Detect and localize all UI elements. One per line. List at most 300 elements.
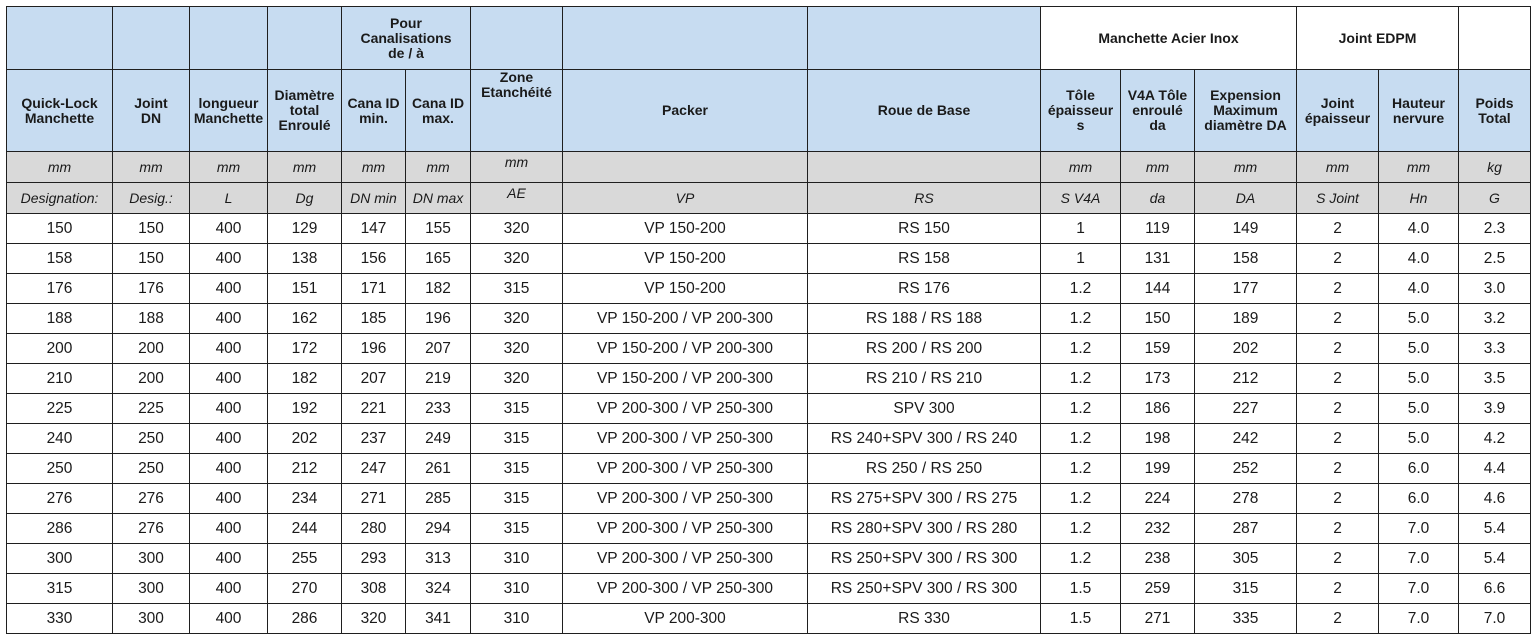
header-spacer	[190, 7, 268, 70]
table-cell: 176	[113, 274, 190, 304]
table-cell: 400	[190, 514, 268, 544]
table-cell: 129	[268, 214, 342, 244]
unit-cell: mm	[342, 152, 406, 183]
table-cell: 234	[268, 484, 342, 514]
table-cell: 250	[113, 454, 190, 484]
table-cell: 244	[268, 514, 342, 544]
table-cell: 6.0	[1379, 484, 1459, 514]
table-cell: RS 176	[808, 274, 1041, 304]
col-header-poids	[1459, 70, 1531, 152]
table-cell: 5.0	[1379, 394, 1459, 424]
table-cell: 7.0	[1379, 544, 1459, 574]
col-header-tole	[1041, 70, 1121, 152]
table-cell: 5.0	[1379, 304, 1459, 334]
table-cell: 310	[471, 574, 563, 604]
table-cell: 276	[113, 514, 190, 544]
col-header-hauteur	[1379, 70, 1459, 152]
table-cell: RS 240+SPV 300 / RS 240	[808, 424, 1041, 454]
table-cell: 171	[342, 274, 406, 304]
table-cell: 7.0	[1379, 604, 1459, 634]
table-row	[7, 604, 1531, 634]
table-cell: 2	[1297, 274, 1379, 304]
table-cell: VP 200-300 / VP 250-300	[563, 424, 808, 454]
table-cell: 150	[113, 214, 190, 244]
col-header-line: Enroulé	[278, 117, 331, 133]
table-body	[7, 7, 1531, 634]
table-cell: 315	[1195, 574, 1297, 604]
table-cell: 400	[190, 244, 268, 274]
col-header-cana-max	[406, 70, 471, 152]
table-cell: 310	[471, 604, 563, 634]
col-header-line: nervure	[1392, 109, 1445, 126]
table-cell: 2	[1297, 334, 1379, 364]
table-cell: 212	[1195, 364, 1297, 394]
symbol-cell: AE	[471, 183, 563, 214]
table-cell: 221	[342, 394, 406, 424]
table-cell: 7.0	[1379, 574, 1459, 604]
column-header-row	[7, 70, 1531, 152]
table-cell: 242	[1195, 424, 1297, 454]
symbol-cell: S V4A	[1041, 183, 1121, 214]
header-spacer	[808, 7, 1041, 70]
table-cell: 227	[1195, 394, 1297, 424]
table-cell: RS 250+SPV 300 / RS 300	[808, 544, 1041, 574]
col-header-line: Maximum	[1213, 102, 1278, 118]
table-cell: 202	[268, 424, 342, 454]
table-cell: 305	[1195, 544, 1297, 574]
unit-cell: mm	[1041, 152, 1121, 183]
group-pour-line-3: de / à	[388, 44, 424, 61]
table-cell: 300	[113, 574, 190, 604]
table-cell: 199	[1121, 454, 1195, 484]
table-cell: 1.2	[1041, 364, 1121, 394]
symbol-cell: S Joint	[1297, 183, 1379, 214]
symbol-cell: da	[1121, 183, 1195, 214]
symbol-cell: RS	[808, 183, 1041, 214]
table-cell: 400	[190, 274, 268, 304]
table-cell: 237	[342, 424, 406, 454]
table-cell: 320	[342, 604, 406, 634]
unit-cell: mm	[268, 152, 342, 183]
table-cell: 149	[1195, 214, 1297, 244]
table-cell: 176	[7, 274, 113, 304]
table-cell: 400	[190, 394, 268, 424]
table-row	[7, 214, 1531, 244]
table-cell: 3.2	[1459, 304, 1531, 334]
table-cell: 2	[1297, 304, 1379, 334]
group-manchette-acier: Manchette Acier Inox	[1041, 7, 1297, 70]
header-spacer	[7, 7, 113, 70]
col-header-zone	[471, 70, 563, 152]
table-cell: 7.0	[1379, 514, 1459, 544]
table-cell: 3.5	[1459, 364, 1531, 394]
table-cell: 1.2	[1041, 484, 1121, 514]
table-cell: 182	[406, 274, 471, 304]
table-row	[7, 304, 1531, 334]
table-cell: 270	[268, 574, 342, 604]
table-cell: 315	[471, 274, 563, 304]
table-cell: 5.0	[1379, 364, 1459, 394]
col-header-line: Quick-Lock	[21, 94, 98, 111]
col-header-line: Joint	[134, 94, 168, 111]
col-header-roue-de-base	[808, 70, 1041, 152]
table-cell: 188	[113, 304, 190, 334]
table-row	[7, 574, 1531, 604]
table-cell: 280	[342, 514, 406, 544]
header-spacer	[563, 7, 808, 70]
header-spacer	[1459, 7, 1531, 70]
col-header-line: DN	[140, 109, 162, 126]
col-header-longueur	[190, 70, 268, 152]
col-header-line: Expension	[1210, 87, 1281, 103]
symbol-cell: DA	[1195, 183, 1297, 214]
col-header-line: s	[1076, 117, 1085, 133]
table-cell: VP 200-300 / VP 250-300	[563, 454, 808, 484]
units-row	[7, 152, 1531, 183]
table-cell: 2	[1297, 484, 1379, 514]
table-cell: VP 150-200 / VP 200-300	[563, 364, 808, 394]
col-header-line: max.	[422, 109, 454, 126]
table-cell: 233	[406, 394, 471, 424]
symbols-row	[7, 183, 1531, 214]
table-cell: 5.4	[1459, 514, 1531, 544]
table-cell: 138	[268, 244, 342, 274]
table-cell: VP 200-300 / VP 250-300	[563, 574, 808, 604]
group-pour-canalisations	[342, 7, 471, 70]
table-cell: SPV 300	[808, 394, 1041, 424]
table-cell: 207	[342, 364, 406, 394]
symbol-cell: L	[190, 183, 268, 214]
table-cell: VP 150-200	[563, 244, 808, 274]
table-cell: 400	[190, 544, 268, 574]
table-cell: 315	[7, 574, 113, 604]
table-cell: 173	[1121, 364, 1195, 394]
col-header-line: Manchette	[193, 109, 264, 126]
table-cell: 2	[1297, 364, 1379, 394]
table-cell: 271	[342, 484, 406, 514]
table-cell: 158	[7, 244, 113, 274]
table-cell: 232	[1121, 514, 1195, 544]
col-header-joint-epaisseur	[1297, 70, 1379, 152]
table-cell: 320	[471, 364, 563, 394]
table-cell: 1.5	[1041, 604, 1121, 634]
table-cell: 1	[1041, 214, 1121, 244]
table-cell: 4.0	[1379, 244, 1459, 274]
table-cell: 192	[268, 394, 342, 424]
table-cell: 2	[1297, 514, 1379, 544]
table-cell: VP 200-300 / VP 250-300	[563, 394, 808, 424]
table-cell: 2	[1297, 424, 1379, 454]
table-cell: VP 150-200	[563, 274, 808, 304]
table-cell: 330	[7, 604, 113, 634]
table-cell: 207	[406, 334, 471, 364]
table-cell: 4.2	[1459, 424, 1531, 454]
table-cell: 400	[190, 334, 268, 364]
table-cell: 5.0	[1379, 424, 1459, 454]
table-row	[7, 424, 1531, 454]
table-cell: VP 200-300 / VP 250-300	[563, 484, 808, 514]
col-header-line: Joint	[1320, 94, 1355, 111]
table-cell: 177	[1195, 274, 1297, 304]
table-row	[7, 394, 1531, 424]
table-cell: 3.9	[1459, 394, 1531, 424]
table-cell: 119	[1121, 214, 1195, 244]
table-cell: 200	[7, 334, 113, 364]
group-joint-edpm: Joint EDPM	[1297, 7, 1459, 70]
col-header-line: Tôle	[1066, 87, 1095, 103]
symbol-cell: Desig.:	[113, 183, 190, 214]
col-header-v4a	[1121, 70, 1195, 152]
col-header-line: total	[289, 102, 320, 118]
table-cell: 5.4	[1459, 544, 1531, 574]
col-header-packer	[563, 70, 808, 152]
unit-cell: mm	[406, 152, 471, 183]
col-header-diametre	[268, 70, 342, 152]
table-cell: 162	[268, 304, 342, 334]
table-cell: 2.3	[1459, 214, 1531, 244]
table-cell: VP 150-200 / VP 200-300	[563, 334, 808, 364]
table-row	[7, 274, 1531, 304]
table-cell: 144	[1121, 274, 1195, 304]
header-spacer	[471, 7, 563, 70]
table-cell: 4.0	[1379, 274, 1459, 304]
table-cell: 271	[1121, 604, 1195, 634]
unit-cell: mm	[471, 152, 563, 183]
table-cell: 320	[471, 244, 563, 274]
table-cell: 156	[342, 244, 406, 274]
table-cell: RS 210 / RS 210	[808, 364, 1041, 394]
table-cell: 165	[406, 244, 471, 274]
table-row	[7, 454, 1531, 484]
table-cell: 1.2	[1041, 514, 1121, 544]
table-cell: VP 200-300 / VP 250-300	[563, 544, 808, 574]
table-cell: 276	[7, 484, 113, 514]
symbol-cell: VP	[563, 183, 808, 214]
table-cell: 225	[113, 394, 190, 424]
table-cell: 4.4	[1459, 454, 1531, 484]
table-cell: 225	[7, 394, 113, 424]
table-cell: 240	[7, 424, 113, 454]
table-cell: 320	[471, 334, 563, 364]
table-cell: 1.2	[1041, 274, 1121, 304]
table-cell: 1	[1041, 244, 1121, 274]
col-header-line: Manchette	[24, 109, 95, 126]
symbol-cell: G	[1459, 183, 1531, 214]
col-header-expension	[1195, 70, 1297, 152]
table-cell: 2.5	[1459, 244, 1531, 274]
symbol-cell: Dg	[268, 183, 342, 214]
group-header-row	[7, 7, 1531, 70]
table-cell: 315	[471, 514, 563, 544]
table-cell: 212	[268, 454, 342, 484]
table-cell: RS 200 / RS 200	[808, 334, 1041, 364]
table-cell: 5.0	[1379, 334, 1459, 364]
table-cell: 341	[406, 604, 471, 634]
table-cell: 3.0	[1459, 274, 1531, 304]
table-cell: 400	[190, 454, 268, 484]
col-header-line: Roue de Base	[877, 102, 971, 118]
table-cell: RS 250 / RS 250	[808, 454, 1041, 484]
table-cell: 2	[1297, 244, 1379, 274]
table-cell: 200	[113, 334, 190, 364]
table-cell: 2	[1297, 454, 1379, 484]
table-row	[7, 364, 1531, 394]
table-cell: 186	[1121, 394, 1195, 424]
unit-cell: mm	[7, 152, 113, 183]
col-header-line: Total	[1478, 109, 1511, 126]
col-header-line: enroulé	[1132, 102, 1183, 118]
table-cell: VP 200-300	[563, 604, 808, 634]
col-header-joint-dn	[113, 70, 190, 152]
table-cell: 308	[342, 574, 406, 604]
header-spacer	[268, 7, 342, 70]
table-cell: 3.3	[1459, 334, 1531, 364]
table-cell: 200	[113, 364, 190, 394]
table-cell: 2	[1297, 544, 1379, 574]
col-header-line: Etanchéité	[481, 84, 552, 100]
col-header-line: Zone	[499, 69, 534, 85]
table-cell: 250	[113, 424, 190, 454]
table-cell: RS 188 / RS 188	[808, 304, 1041, 334]
table-row	[7, 244, 1531, 274]
table-cell: RS 158	[808, 244, 1041, 274]
table-cell: 182	[268, 364, 342, 394]
symbol-cell: Designation:	[7, 183, 113, 214]
table-cell: 278	[1195, 484, 1297, 514]
col-header-quicklock	[7, 70, 113, 152]
table-cell: 131	[1121, 244, 1195, 274]
table-cell: 400	[190, 604, 268, 634]
table-cell: 310	[471, 544, 563, 574]
table-cell: RS 330	[808, 604, 1041, 634]
table-cell: 1.2	[1041, 544, 1121, 574]
symbol-cell: Hn	[1379, 183, 1459, 214]
table-cell: 300	[113, 604, 190, 634]
table-cell: 252	[1195, 454, 1297, 484]
table-cell: 320	[471, 214, 563, 244]
table-cell: 255	[268, 544, 342, 574]
col-header-line: longueur	[198, 94, 259, 111]
table-cell: 159	[1121, 334, 1195, 364]
unit-cell: mm	[1297, 152, 1379, 183]
table-cell: 2	[1297, 604, 1379, 634]
table-cell: 287	[1195, 514, 1297, 544]
table-cell: 300	[7, 544, 113, 574]
table-cell: 4.6	[1459, 484, 1531, 514]
table-cell: 2	[1297, 214, 1379, 244]
unit-cell: kg	[1459, 152, 1531, 183]
table-cell: 189	[1195, 304, 1297, 334]
group-pour-line-2: Canalisations	[360, 29, 452, 46]
col-header-line: min.	[359, 109, 388, 126]
table-cell: 150	[7, 214, 113, 244]
table-cell: 286	[7, 514, 113, 544]
table-cell: 400	[190, 214, 268, 244]
table-cell: 249	[406, 424, 471, 454]
table-cell: RS 250+SPV 300 / RS 300	[808, 574, 1041, 604]
table-cell: 400	[190, 484, 268, 514]
table-cell: 400	[190, 424, 268, 454]
table-row	[7, 514, 1531, 544]
table-cell: 286	[268, 604, 342, 634]
table-cell: 6.0	[1379, 454, 1459, 484]
col-header-line: épaisseur	[1047, 102, 1114, 118]
table-cell: 324	[406, 574, 471, 604]
table-cell: VP 150-200	[563, 214, 808, 244]
unit-cell: mm	[1195, 152, 1297, 183]
table-cell: 224	[1121, 484, 1195, 514]
symbol-cell: DN max	[406, 183, 471, 214]
table-cell: 1.2	[1041, 334, 1121, 364]
unit-cell: mm	[190, 152, 268, 183]
table-cell: 210	[7, 364, 113, 394]
table-cell: 2	[1297, 574, 1379, 604]
table-cell: 313	[406, 544, 471, 574]
table-cell: 250	[7, 454, 113, 484]
table-cell: 285	[406, 484, 471, 514]
table-cell: 155	[406, 214, 471, 244]
col-header-line: diamètre DA	[1204, 117, 1287, 133]
table-cell: 238	[1121, 544, 1195, 574]
table-cell: 2	[1297, 394, 1379, 424]
table-cell: 259	[1121, 574, 1195, 604]
col-header-line: V4A Tôle	[1127, 87, 1188, 103]
table-cell: 293	[342, 544, 406, 574]
col-header-line: Cana ID	[411, 94, 465, 111]
table-cell: 198	[1121, 424, 1195, 454]
table-cell: 294	[406, 514, 471, 544]
table-row	[7, 484, 1531, 514]
table-cell: 276	[113, 484, 190, 514]
table-cell: 400	[190, 304, 268, 334]
unit-cell: mm	[1379, 152, 1459, 183]
header-spacer	[113, 7, 190, 70]
table-cell: RS 150	[808, 214, 1041, 244]
table-cell: 315	[471, 454, 563, 484]
table-cell: 6.6	[1459, 574, 1531, 604]
table-cell: 247	[342, 454, 406, 484]
table-cell: 1.2	[1041, 304, 1121, 334]
unit-cell: mm	[113, 152, 190, 183]
spec-table	[6, 6, 1531, 634]
group-pour-line-1: Pour	[390, 14, 422, 31]
table-cell: 261	[406, 454, 471, 484]
table-cell: 158	[1195, 244, 1297, 274]
table-cell: 1.2	[1041, 454, 1121, 484]
table-cell: 7.0	[1459, 604, 1531, 634]
unit-cell	[808, 152, 1041, 183]
table-cell: 202	[1195, 334, 1297, 364]
table-cell: 335	[1195, 604, 1297, 634]
table-cell: 315	[471, 484, 563, 514]
unit-cell: mm	[1121, 152, 1195, 183]
table-cell: 320	[471, 304, 563, 334]
col-header-line: da	[1149, 117, 1166, 133]
table-cell: 172	[268, 334, 342, 364]
table-cell: 219	[406, 364, 471, 394]
col-header-line: Hauteur	[1392, 94, 1445, 111]
table-cell: 150	[1121, 304, 1195, 334]
table-cell: 150	[113, 244, 190, 274]
table-cell: 1.2	[1041, 424, 1121, 454]
table-cell: 400	[190, 364, 268, 394]
table-cell: 147	[342, 214, 406, 244]
table-cell: RS 280+SPV 300 / RS 280	[808, 514, 1041, 544]
col-header-line: Poids	[1475, 94, 1514, 111]
table-cell: 4.0	[1379, 214, 1459, 244]
table-cell: RS 275+SPV 300 / RS 275	[808, 484, 1041, 514]
table-cell: 300	[113, 544, 190, 574]
